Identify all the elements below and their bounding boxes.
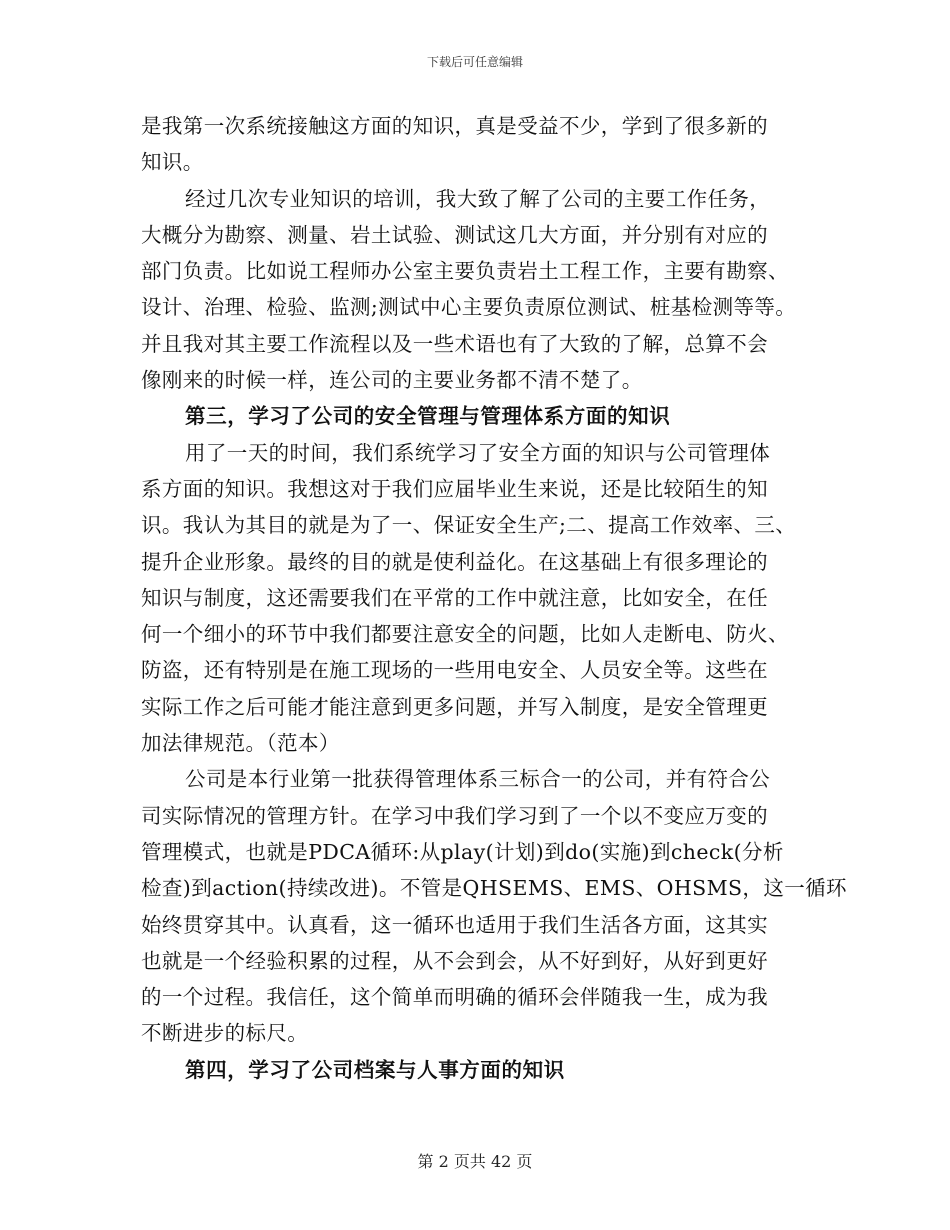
paragraph-line: 设计、治理、检验、监测;测试中心主要负责原位测试、桩基检测等等。 [141,295,797,320]
paragraph-line: 公司是本行业第一批获得管理体系三标合一的公司，并有符合公 [185,767,771,792]
paragraph-line: 管理模式，也就是PDCA循环:从play(计划)到do(实施)到check(分析 [141,839,784,864]
paragraph-line: 是我第一次系统接触这方面的知识，真是受益不少，学到了很多新的 [141,114,768,138]
paragraph-line: 检查)到action(持续改进)。不管是QHSEMS、EMS、OHSMS，这一循环 [141,876,847,901]
page-header: 下载后可任意编辑 [426,55,523,69]
paragraph-line: 司实际情况的管理方针。在学习中我们学习到了一个以不变应万变的 [141,803,768,828]
section-heading: 第四，学习了公司档案与人事方面的知识 [185,1057,565,1082]
paragraph-line: 用了一天的时间，我们系统学习了安全方面的知识与公司管理体 [185,440,771,465]
paragraph-line: 的一个过程。我信任，这个简单而明确的循环会伴随我一生，成为我 [141,985,768,1010]
paragraph-line: 实际工作之后可能才能注意到更多问题，并写入制度，是安全管理更 [141,694,768,719]
paragraph-line: 并且我对其主要工作流程以及一些术语也有了大致的了解，总算不会 [141,331,768,356]
paragraph-line: 识。我认为其目的就是为了一、保证安全生产;二、提高工作效率、三、 [141,513,797,538]
paragraph-line: 经过几次专业知识的培训，我大致了解了公司的主要工作任务， [185,186,771,211]
paragraph-line: 也就是一个经验积累的过程，从不会到会，从不好到好，从好到更好 [141,948,768,973]
paragraph-line: 系方面的知识。我想这对于我们应届毕业生来说，还是比较陌生的知 [141,476,768,501]
paragraph-line: 不断进步的标尺。 [141,1021,309,1046]
page-footer: 第 2 页共 42 页 [417,1152,533,1171]
paragraph-line: 知识与制度，这还需要我们在平常的工作中就注意，比如安全，在任 [141,585,768,610]
paragraph-line: 提升企业形象。最终的目的就是使利益化。在这基础上有很多理论的 [141,549,768,574]
paragraph-line: 大概分为勘察、测量、岩土试验、测试这几大方面，并分别有对应的 [141,222,768,247]
paragraph-line: 像刚来的时候一样，连公司的主要业务都不清不楚了。 [141,368,643,393]
paragraph-line: 加法律规范。（范本） [141,731,340,756]
paragraph-line: 何一个细小的环节中我们都要注意安全的问题，比如人走断电、防火、 [141,622,789,647]
document-body [141,108,847,1088]
section-heading: 第三，学习了公司的安全管理与管理体系方面的知识 [185,404,671,429]
paragraph-line: 始终贯穿其中。认真看，这一循环也适用于我们生活各方面，这其实 [141,912,768,937]
paragraph-line: 知识。 [141,150,204,175]
paragraph-line: 防盗，还有特别是在施工现场的一些用电安全、人员安全等。这些在 [141,658,768,683]
paragraph-line: 部门负责。比如说工程师办公室主要负责岩土工程工作，主要有勘察、 [141,259,789,284]
